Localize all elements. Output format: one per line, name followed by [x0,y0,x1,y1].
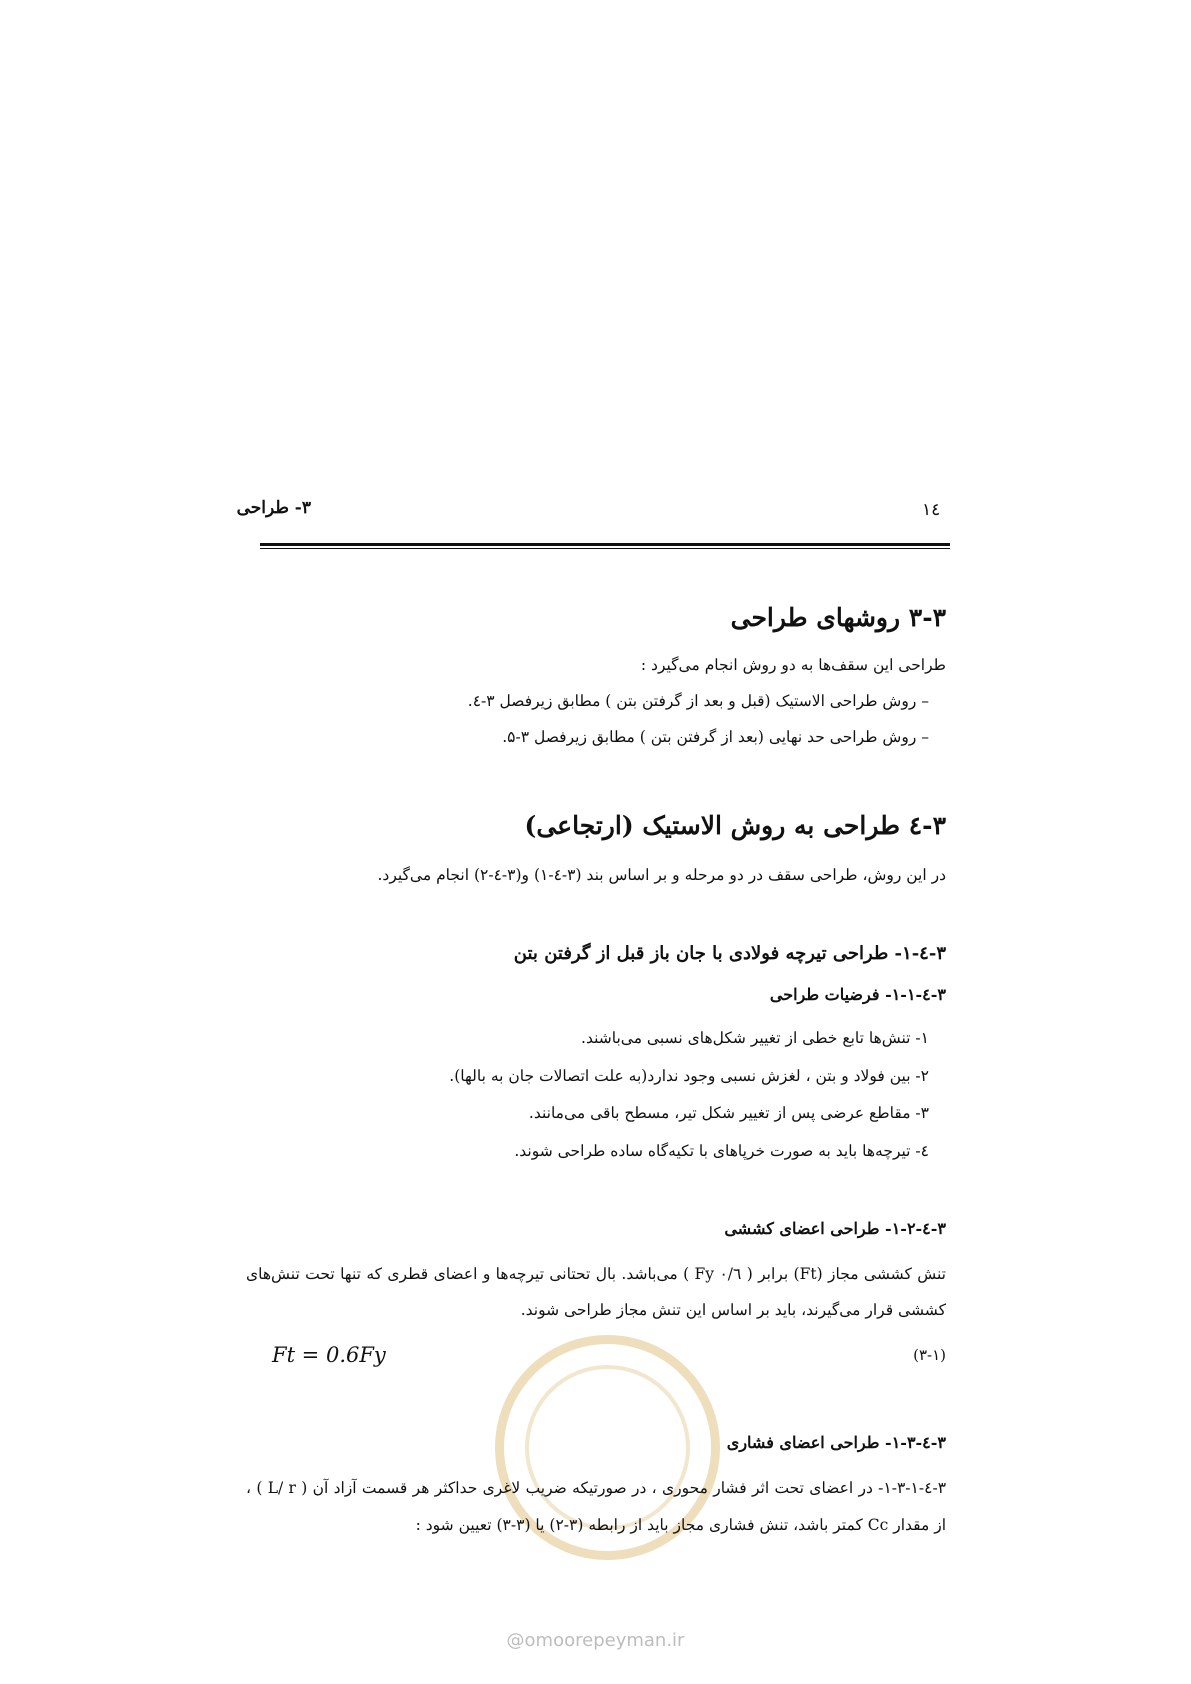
header-rule-thin [260,548,950,549]
page-number: ١٤ [922,500,941,520]
list-item: ۱- تنش‌ها تابع خطی از تغییر شکل‌های نسبی می‌باشند. [581,1029,929,1047]
subsubsection-title: ۳-٤-۱-۲- طراحی اعضای کششی [724,1219,946,1238]
watermark-text: @omoorepeyman.ir [506,1630,685,1651]
list-item: ۳- مقاطع عرضی پس از تغییر شکل تیر، مسطح باقی می‌مانند. [528,1104,929,1122]
paragraph: طراحی این سقف‌ها به دو روش انجام می‌گیرد : [640,656,946,674]
list-item: ٤- تیرچه‌ها باید به صورت خرپاهای با تکیه‌گاه ساده طراحی شوند. [514,1142,929,1160]
paragraph: در این روش، طراحی سقف در دو مرحله و بر اساس بند (۳-٤-۱) و(۳-٤-۲) انجام می‌گیرد. [377,866,946,884]
list-item: ۲- بین فولاد و بتن ، لغزش نسبی وجود ندارد(به علت اتصالات جان به بالها). [449,1067,929,1085]
list-item: – روش طراحی الاستیک (قبل و بعد از گرفتن بتن ) مطابق زیرفصل ۳-٤. [467,692,929,710]
paragraph: ۳-٤-۱-۳-۱- در اعضای تحت اثر فشار محوری ، در صورتیکه ضریب لاغری حداکثر هر قسمت آزاد آن ( L/ r ) ، از مقدار Cc کمتر باشد، تنش فشاری مجاز باید از رابطه (۳-۲) یا (۳-۳) تعیین شود : [246,1479,947,1534]
subsubsection-title: ۳-٤-۱-۱- فرضیات طراحی [769,985,946,1004]
subsubsection-title: ۳-٤-۱-۳- طراحی اعضای فشاری [726,1433,946,1452]
paragraph: تنش کششی مجاز (Ft) برابر ( ۰/٦ Fy ) می‌باشد. بال تحتانی تیرچه‌ها و اعضای قطری که تنها تحت تنش‌های کششی قرار می‌گیرند، باید بر اساس این تنش مجاز طراحی شوند. [246,1265,946,1319]
section-title: ۳-٤ طراحی به روش الاستیک (ارتجاعی) [524,811,946,840]
subsection-title: ۳-٤-۱- طراحی تیرچه فولادی با جان باز قبل از گرفتن بتن [513,943,946,964]
chapter-title: ۳- طراحی [236,498,311,518]
equation-number: (۳-۱) [913,1346,946,1364]
list-item: – روش طراحی حد نهایی (بعد از گرفتن بتن ) مطابق زیرفصل ۳-۵. [502,728,929,746]
section-title: ۳-۳ روشهای طراحی [730,603,946,632]
equation-formula: Ft = 0.6Fy [272,1343,386,1367]
header-rule [260,543,950,546]
